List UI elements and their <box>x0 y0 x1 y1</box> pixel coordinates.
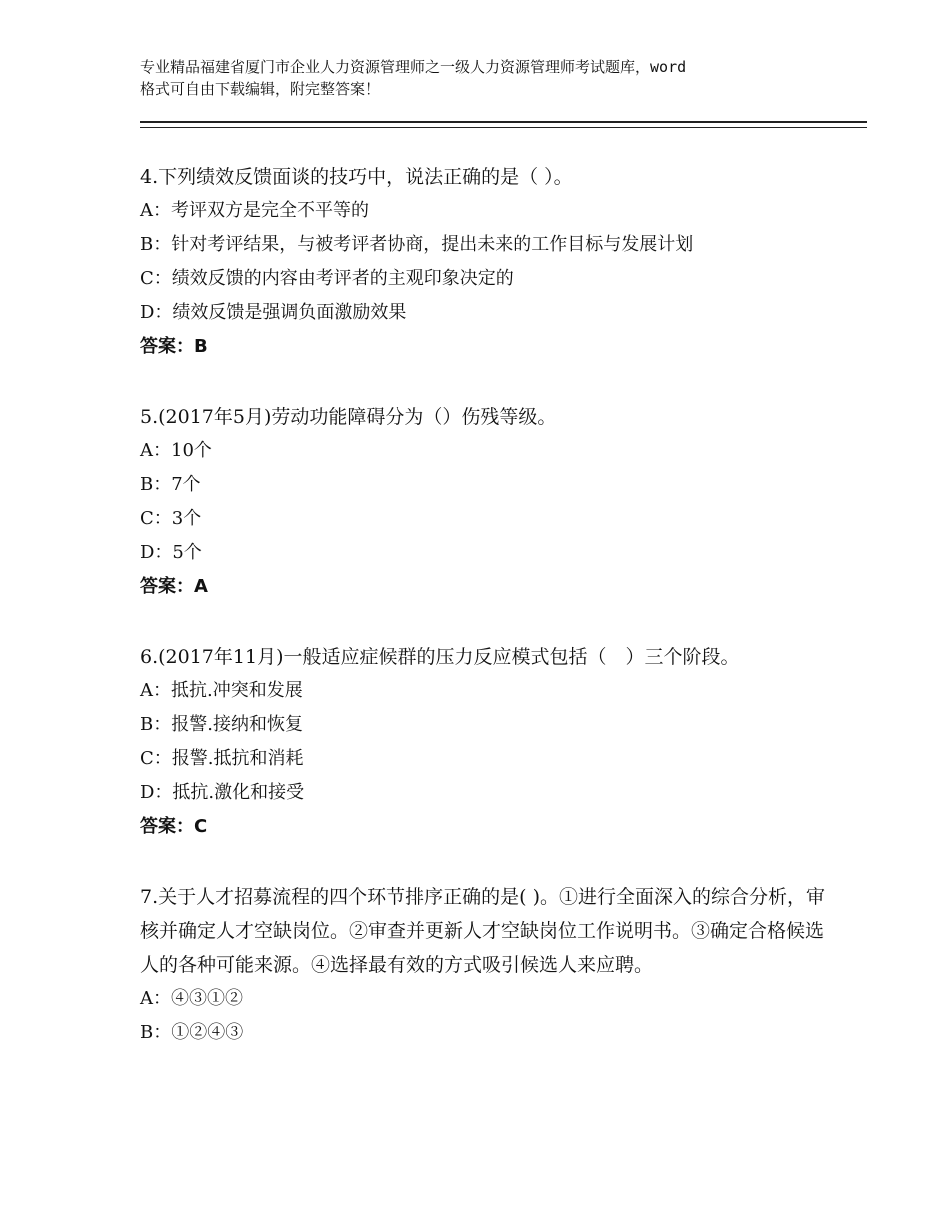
header-line-1: 专业精品福建省厦门市企业人力资源管理师之一级人力资源管理师考试题库，word <box>140 58 687 76</box>
question-text: 4.下列绩效反馈面谈的技巧中，说法正确的是（ ）。 <box>140 166 573 188</box>
question-text: 6.(2017年11月)一般适应症候群的压力反应模式包括（ ）三个阶段。 <box>140 646 740 668</box>
page-header <box>140 56 840 100</box>
answer-value: A <box>194 576 208 597</box>
header-line-2: 格式可自由下载编辑，附完整答案！ <box>140 80 381 98</box>
answer-line <box>140 330 830 364</box>
option-b: B：7个 <box>140 474 201 495</box>
question-text: 5.(2017年5月)劳动功能障碍分为（）伤残等级。 <box>140 406 557 428</box>
option-c: C：3个 <box>140 508 202 529</box>
answer-line <box>140 810 830 844</box>
answer-label: 答案： <box>140 576 194 597</box>
option-b: B：报警.接纳和恢复 <box>140 714 303 735</box>
option-d: D：绩效反馈是强调负面激励效果 <box>140 302 407 323</box>
question-text: 7.关于人才招募流程的四个环节排序正确的是( )。①进行全面深入的综合分析，审核并确定人才空缺岗位。②审查并更新人才空缺岗位工作说明书。③确定合格候选人的各种可能来源。④选择最有效的方式吸引候选人来应聘。 <box>140 886 825 976</box>
question-7 <box>140 880 830 1050</box>
question-4 <box>140 160 830 364</box>
option-b: B：针对考评结果，与被考评者协商，提出未来的工作目标与发展计划 <box>140 234 694 255</box>
answer-line <box>140 570 830 604</box>
question-list <box>140 160 830 1086</box>
option-a: A：考评双方是完全不平等的 <box>140 200 369 221</box>
header-divider <box>140 121 867 128</box>
answer-label: 答案： <box>140 816 194 837</box>
answer-label: 答案： <box>140 336 194 357</box>
option-d: D：5个 <box>140 542 202 563</box>
option-a: A：抵抗.冲突和发展 <box>140 680 303 701</box>
answer-value: C <box>194 816 208 837</box>
option-d: D：抵抗.激化和接受 <box>140 782 305 803</box>
option-c: C：报警.抵抗和消耗 <box>140 748 304 769</box>
question-6 <box>140 640 830 844</box>
answer-value: B <box>194 336 208 357</box>
question-5 <box>140 400 830 604</box>
option-a: A：10个 <box>140 440 212 461</box>
option-c: C：绩效反馈的内容由考评者的主观印象决定的 <box>140 268 514 289</box>
option-a: A：④③①② <box>140 988 243 1009</box>
option-b: B：①②④③ <box>140 1022 244 1043</box>
